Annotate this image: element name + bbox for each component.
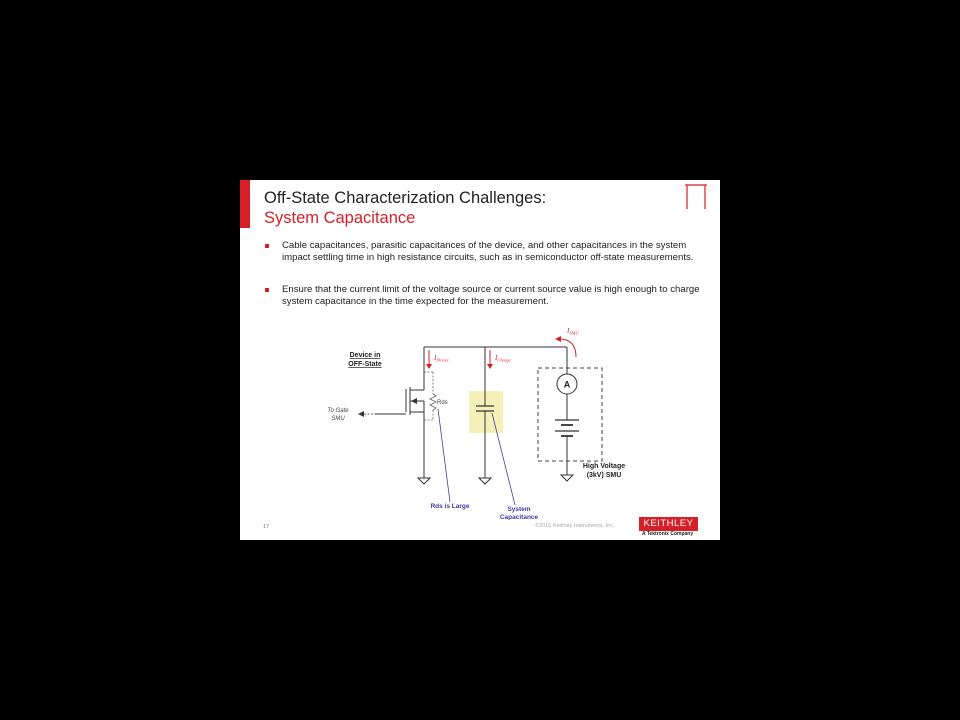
i-smu-arrowhead (555, 336, 561, 342)
i-charge-label (494, 354, 511, 363)
circuit-diagram (240, 320, 720, 520)
bullet-text: Ensure that the current limit of the voltage source or current source value is high enough to charge system capacitance in the time expected for the measurement. (282, 284, 700, 308)
ground-symbol (418, 478, 430, 484)
slide-title: Off-State Characterization Challenges: (264, 189, 547, 207)
sys-cap-pointer (492, 413, 515, 505)
hv-smu-label-line2: (3kV) SMU (586, 472, 622, 479)
i-smu-label (566, 327, 579, 336)
bullet-item (282, 240, 702, 265)
bullet-marker (265, 288, 269, 292)
slide (240, 180, 720, 540)
sys-cap-note-line2: Capacitance (499, 514, 539, 520)
rds-note: Rds is Large (430, 503, 470, 510)
corner-bracket-icon (684, 184, 708, 210)
i-device-label-main: I (434, 354, 437, 362)
slide-subtitle: System Capacitance (264, 209, 416, 227)
ground-symbol (561, 475, 573, 481)
device-label-line2: OFF-State (348, 361, 382, 368)
bullet-marker (265, 244, 269, 248)
gate-label-line1: To Gate (327, 408, 349, 414)
page-number: 17 (263, 524, 270, 530)
rds-label: Rds (437, 400, 448, 406)
i-charge-label-main: I (495, 354, 498, 362)
i-smu-label-main: I (567, 327, 570, 335)
copyright-text: ©2016 Keithley Instruments, Inc. (535, 523, 615, 529)
title-accent-bar (240, 180, 250, 228)
keithley-logo: KEITHLEY (639, 517, 698, 531)
device-label-line1: Device in (349, 352, 381, 359)
i-charge-arrowhead (487, 364, 493, 369)
logo-tagline: A Tektronix Company (642, 531, 694, 537)
i-charge-label-sub: Charge (497, 357, 511, 363)
gate-arrow (358, 411, 364, 417)
ground-symbol (479, 478, 491, 484)
gate-label-line2: SMU (331, 416, 345, 422)
i-device-label-sub: Device (436, 357, 449, 363)
sys-cap-note-line1: System (507, 506, 531, 513)
i-device-label (433, 354, 449, 363)
capacitance-highlight (469, 391, 503, 433)
i-device-arrowhead (426, 364, 432, 369)
hv-smu-label-line1: High Voltage (582, 463, 626, 470)
mosfet-symbol (375, 366, 424, 425)
i-smu-label-sub: SMU (569, 330, 579, 336)
rds-note-pointer (438, 409, 450, 502)
bullet-item (282, 284, 702, 309)
rds-resistor (424, 372, 436, 420)
mosfet-arrow (411, 398, 417, 404)
ammeter-label: A (563, 379, 571, 390)
bullet-text: Cable capacitances, parasitic capacitances of the device, and other capacitances in the system impact settling time in high resistance circuits, such as in semiconductor off-state measurements. (282, 240, 694, 264)
